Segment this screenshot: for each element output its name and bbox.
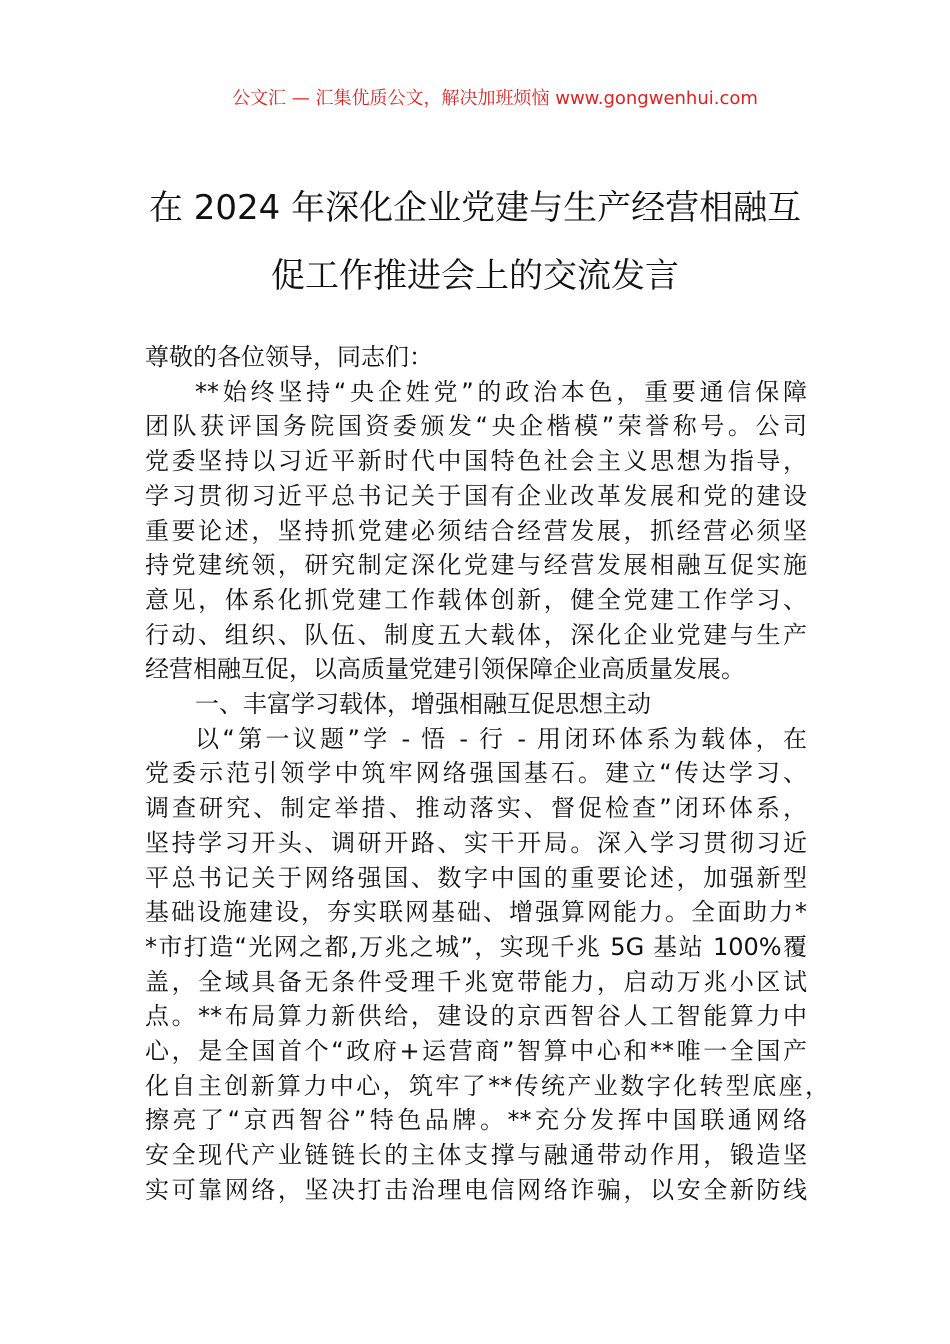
body-line: 持党建统领，研究制定深化党建与经营发展相融互促实施	[145, 551, 807, 580]
document-body	[145, 340, 829, 1208]
body-line: 盖，全域具备无条件受理千兆宽带能力，启动万兆小区试	[145, 967, 807, 996]
body-line: 团队获评国务院国资委颁发“央企楷模”荣誉称号。公司	[145, 412, 807, 441]
body-line: 基础设施建设，夯实联网基础、增强算网能力。全面助力*	[145, 898, 807, 927]
body-line: 心，是全国首个“政府+运营商”智算中心和**唯一全国产	[145, 1037, 807, 1066]
body-line: 学习贯彻习近平总书记关于国有企业改革发展和党的建设	[145, 481, 807, 510]
body-line: 以“第一议题”学 - 悟 - 行 - 用闭环体系为载体，在	[195, 724, 807, 753]
body-line: 党委坚持以习近平新时代中国特色社会主义思想为指导，	[145, 447, 807, 476]
body-line: 坚持学习开头、调研开路、实干开局。深入学习贯彻习近	[145, 828, 807, 857]
document-title-line-1: 在 2024 年深化企业党建与生产经营相融互	[148, 188, 802, 228]
body-line: 经营相融互促，以高质量党建引领保障企业高质量发展。	[145, 655, 745, 684]
body-line: 调查研究、制定举措、推动落实、督促检查”闭环体系，	[145, 794, 807, 823]
document-title-line-2: 促工作推进会上的交流发言	[271, 256, 679, 296]
body-line: 行动、组织、队伍、制度五大载体，深化企业党建与生产	[145, 620, 807, 649]
body-line: 平总书记关于网络强国、数字中国的重要论述，加强新型	[145, 863, 807, 892]
body-line: 意见，体系化抓党建工作载体创新，健全党建工作学习、	[145, 585, 807, 614]
body-line: 点。**布局算力新供给，建设的京西智谷人工智能算力中	[145, 1002, 807, 1031]
section-heading: 一、丰富学习载体，增强相融互促思想主动	[195, 690, 651, 719]
body-line: 重要论述，坚持抓党建必须结合经营发展，抓经营必须坚	[145, 516, 807, 545]
body-line: **始终坚持“央企姓党”的政治本色，重要通信保障	[195, 377, 807, 406]
site-header-banner: 公文汇 — 汇集优质公文，解决加班烦恼 www.gongwenhui.com	[232, 88, 758, 109]
body-line: 擦亮了“京西智谷”特色品牌。**充分发挥中国联通网络	[145, 1106, 807, 1135]
body-line: 党委示范引领学中筑牢网络强国基石。建立“传达学习、	[145, 759, 807, 788]
body-line: 安全现代产业链链长的主体支撑与融通带动作用，锻造坚	[145, 1141, 807, 1170]
body-line: 化自主创新算力中心，筑牢了**传统产业数字化转型底座，	[145, 1071, 829, 1100]
body-line: 实可靠网络，坚决打击治理电信网络诈骗，以安全新防线	[145, 1175, 807, 1204]
salutation: 尊敬的各位领导，同志们：	[145, 343, 433, 371]
body-line: *市打造“光网之都,万兆之城”，实现千兆 5G 基站 100%覆	[145, 932, 807, 961]
